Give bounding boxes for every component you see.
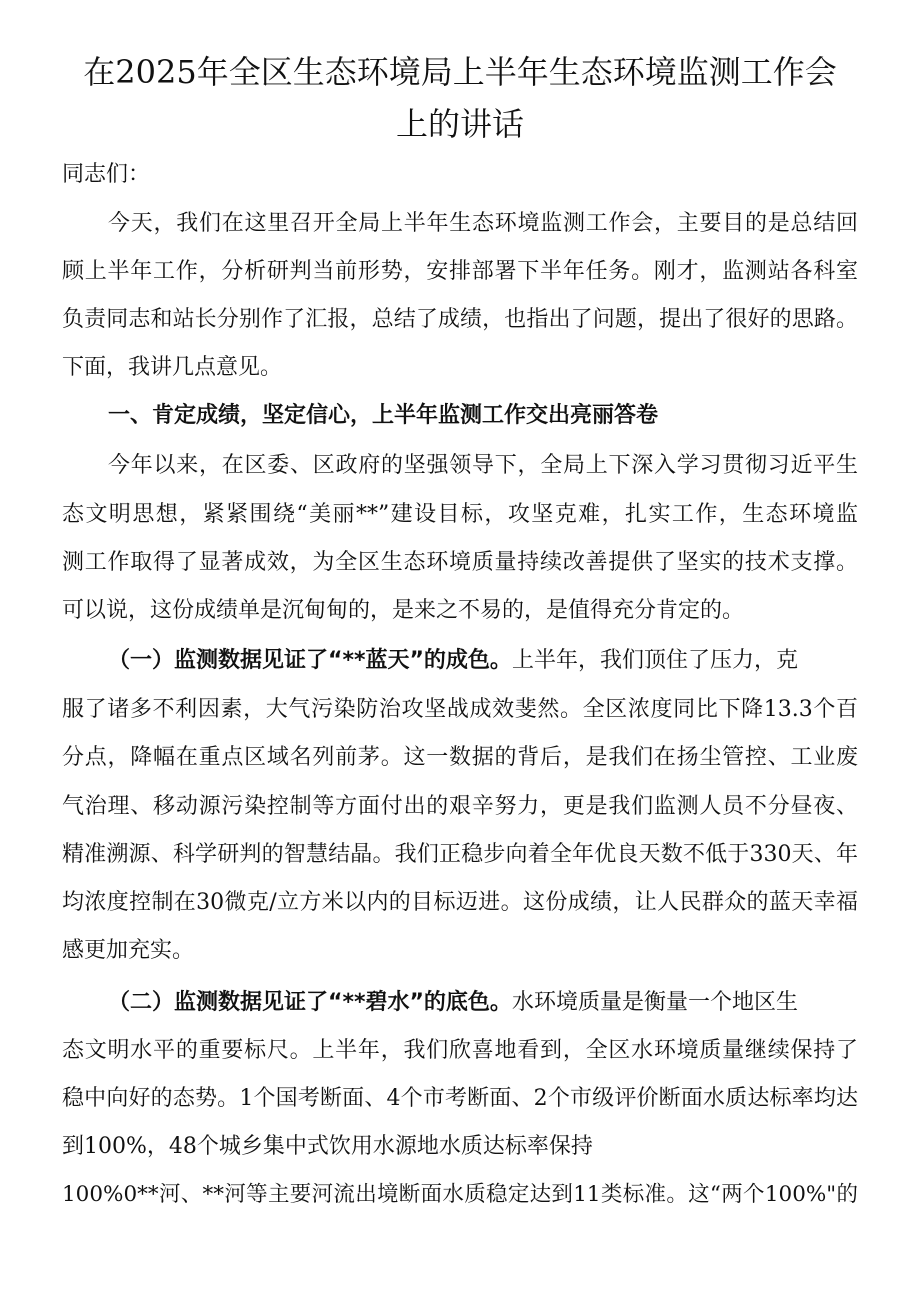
section-1-line-3: 测工作取得了显著成效，为全区生态环境质量持续改善提供了坚实的技术支撑。 [62,550,858,575]
subsection-2-line-4: 到100%，48个城乡集中式饮用水源地水质达标率保持 [62,1134,593,1159]
subsection-1-line-7: 感更加充实。 [62,938,195,963]
intro-line-2: 顾上半年工作，分析研判当前形势，安排部署下半年任务。刚才，监测站各科室 [62,259,858,284]
subsection-2-line-3: 稳中向好的态势。1个国考断面、4个市考断面、2个市级评价断面水质达标率均达 [62,1086,858,1111]
subsection-2-line-2: 态文明水平的重要标尺。上半年，我们欣喜地看到，全区水环境质量继续保持了 [62,1038,858,1063]
subsection-2-line-5: 100%0**河、**河等主要河流出境断面水质稳定达到11类标准。这“两个100%"的 [62,1182,858,1207]
subsection-2-first-line [108,988,858,1018]
section-1-line-1: 今年以来，在区委、区政府的坚强领导下，全局上下深入学习贯彻习近平生 [108,453,858,478]
subsection-1-line-6: 均浓度控制在30微克/立方米以内的目标迈进。这份成绩，让人民群众的蓝天幸福 [62,890,858,915]
intro-line-4: 下面，我讲几点意见。 [62,355,283,380]
subsection-1-line-5: 精准溯源、科学研判的智慧结晶。我们正稳步向着全年优良天数不低于330天、年 [62,842,858,867]
subsection-2-first-rest: 水环境质量是衡量一个地区生 [511,990,798,1015]
subsection-1-line-4: 气治理、移动源污染控制等方面付出的艰辛努力，更是我们监测人员不分昼夜、 [62,794,858,819]
subsection-1-first-rest: 上半年，我们顶住了压力，克 [511,648,798,673]
subsection-1-heading: （一）监测数据见证了“**蓝天”的成色。 [108,648,512,673]
section-1-line-4: 可以说，这份成绩单是沉甸甸的，是来之不易的，是值得充分肯定的。 [62,598,745,623]
section-1-line-2: 态文明思想，紧紧围绕“美丽**”建设目标，攻坚克难，扎实工作，生态环境监 [62,502,858,527]
subsection-2-heading: （二）监测数据见证了“**碧水”的底色。 [108,990,512,1015]
section-1-heading: 一、肯定成绩，坚定信心，上半年监测工作交出亮丽答卷 [108,403,659,428]
subsection-1-first-line [108,646,858,676]
intro-line-3: 负责同志和站长分别作了汇报，总结了成绩，也指出了问题，提出了很好的思路。 [62,307,858,332]
subsection-1-line-2: 服了诸多不利因素，大气污染防治攻坚战成效斐然。全区浓度同比下降13.3个百 [62,697,858,722]
salutation: 同志们： [62,162,151,187]
document-title-line-1: 在2025年全区生态环境局上半年生态环境监测工作会 [83,53,837,91]
document-title-line-2: 上的讲话 [395,105,524,143]
intro-line-1: 今天，我们在这里召开全局上半年生态环境监测工作会，主要目的是总结回 [108,211,858,236]
subsection-1-line-3: 分点，降幅在重点区域名列前茅。这一数据的背后，是我们在扬尘管控、工业废 [62,745,858,770]
